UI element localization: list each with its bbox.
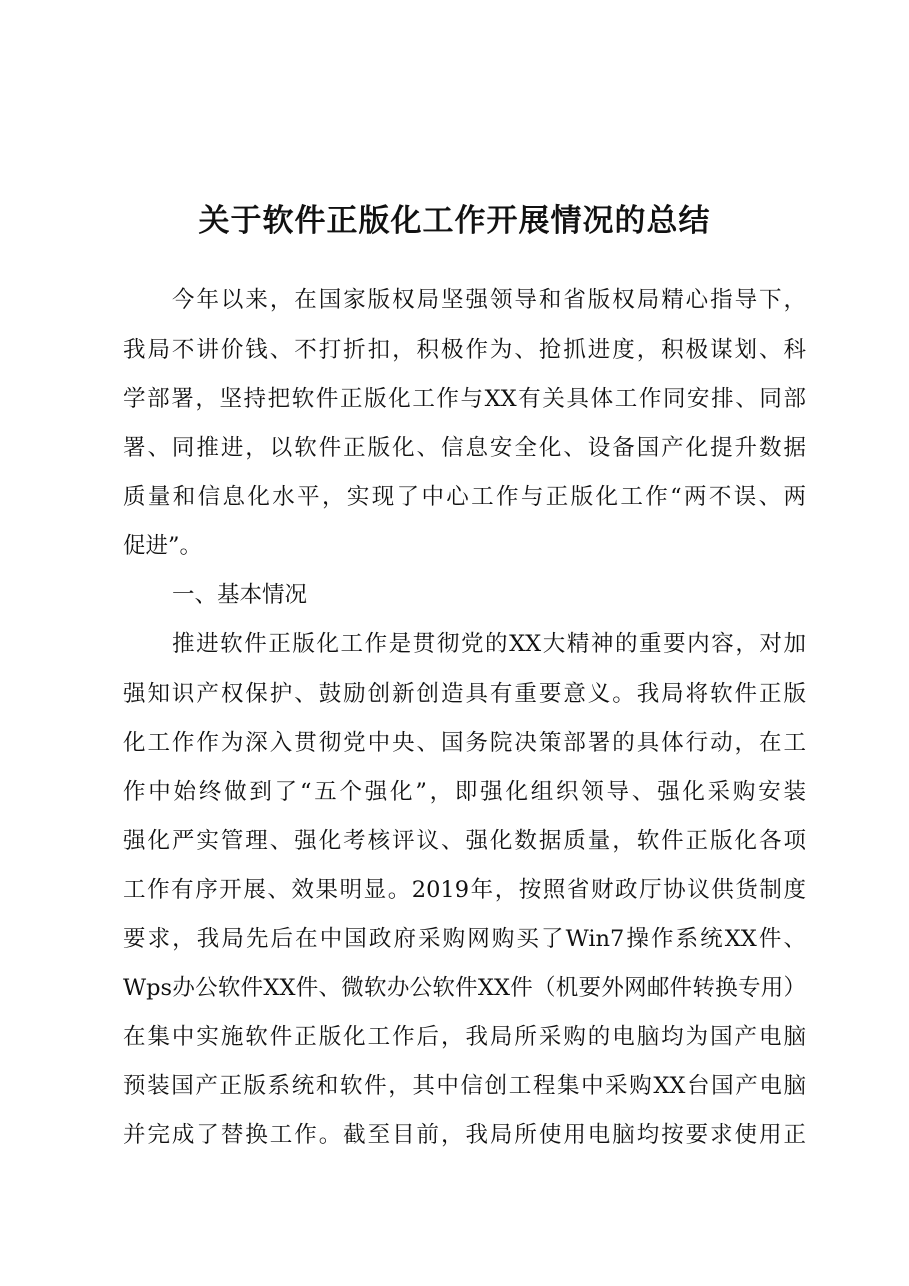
paragraph-line: 学部署，坚持把软件正版化工作与XX有关具体工作同安排、同部 xyxy=(123,386,806,412)
paragraph-line: 署、同推进，以软件正版化、信息安全化、设备国产化提升数据 xyxy=(123,435,806,461)
paragraph-line: 推进软件正版化工作是贯彻党的XX大精神的重要内容，对加 xyxy=(172,631,806,657)
paragraph-line: 并完成了替换工作。截至目前，我局所使用电脑均按要求使用正 xyxy=(123,1122,806,1148)
paragraph-line: 我局不讲价钱、不打折扣，积极作为、抢抓进度，积极谋划、科 xyxy=(123,337,806,363)
paragraph-line: 促进”。 xyxy=(123,533,203,559)
paragraph-line: 今年以来，在国家版权局坚强领导和省版权局精心指导下， xyxy=(172,287,806,313)
paragraph-line: 强知识产权保护、鼓励创新创造具有重要意义。我局将软件正版 xyxy=(123,681,806,707)
paragraph-line: 在集中实施软件正版化工作后，我局所采购的电脑均为国产电脑 xyxy=(123,1024,806,1050)
paragraph-line: 质量和信息化水平，实现了中心工作与正版化工作“两不误、两 xyxy=(123,484,806,510)
paragraph-line: 要求，我局先后在中国政府采购网购买了Win7操作系统XX件、 xyxy=(123,926,806,952)
paragraph-line: 强化严实管理、强化考核评议、强化数据质量，软件正版化各项 xyxy=(123,828,806,854)
paragraph-line: 化工作作为深入贯彻党中央、国务院决策部署的具体行动，在工 xyxy=(123,730,806,756)
paragraph-line: 工作有序开展、效果明显。2019年，按照省财政厅协议供货制度 xyxy=(123,877,806,903)
paragraph-line: Wps办公软件XX件、微软办公软件XX件（机要外网邮件转换专用） xyxy=(123,975,806,1001)
paragraph-line: 预装国产正版系统和软件，其中信创工程集中采购XX台国产电脑 xyxy=(123,1073,806,1099)
section-heading: 一、基本情况 xyxy=(172,582,308,608)
document-title: 关于软件正版化工作开展情况的总结 xyxy=(198,203,711,239)
paragraph-line: 作中始终做到了“五个强化”，即强化组织领导、强化采购安装 xyxy=(123,779,806,805)
